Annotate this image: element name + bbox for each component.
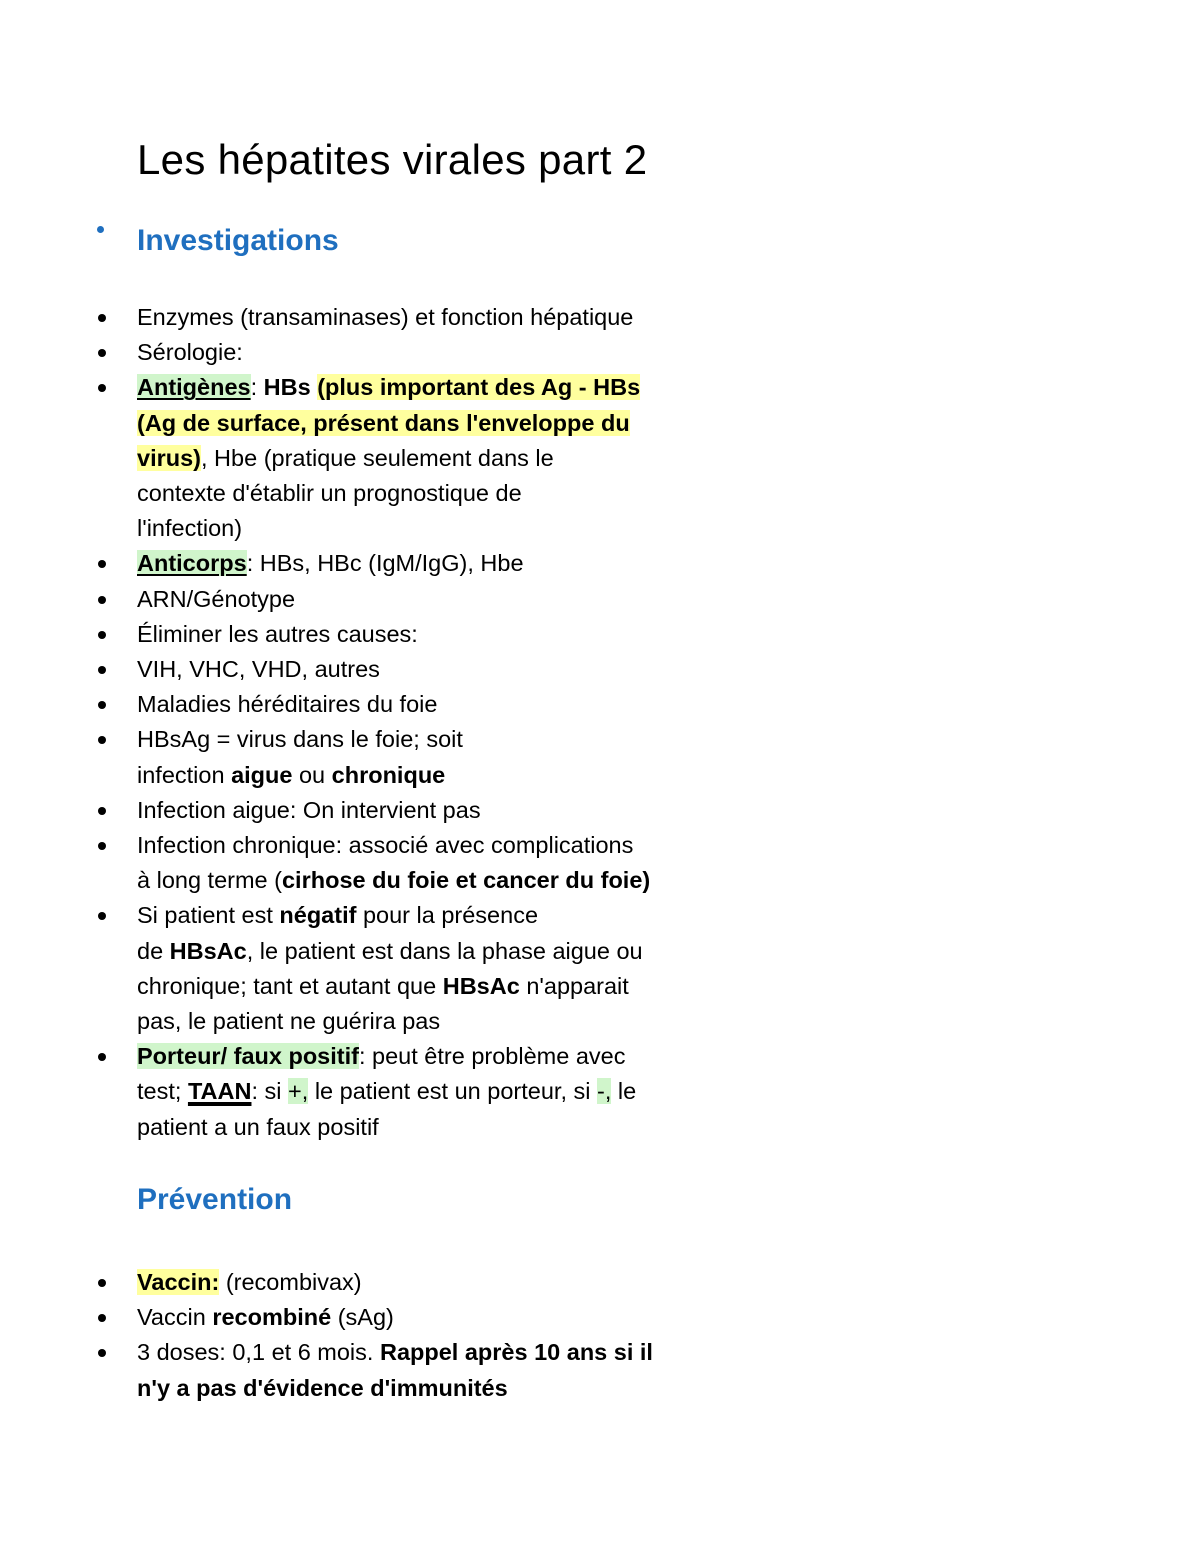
si-patient-line-4: pas, le patient ne guérira pas bbox=[137, 1008, 441, 1035]
antigenes-line-4: contexte d'établir un prognostique de bbox=[137, 480, 522, 507]
antigenes-line-1 bbox=[137, 370, 717, 405]
investigations-list bbox=[137, 300, 717, 1145]
list-item-hbsag bbox=[137, 722, 717, 792]
antigenes-hbs: HBs bbox=[263, 374, 311, 401]
porteur-post2: le bbox=[611, 1078, 637, 1105]
list-item-arn bbox=[137, 582, 717, 617]
doses-line-2 bbox=[137, 1371, 717, 1406]
si-patient-line-3 bbox=[137, 969, 717, 1004]
doses-line-1 bbox=[137, 1335, 717, 1370]
vaccin-label: Vaccin: bbox=[137, 1269, 220, 1295]
si-patient-negatif: négatif bbox=[279, 902, 357, 929]
vih-text: VIH, VHC, VHD, autres bbox=[137, 656, 380, 683]
list-item-enzymes bbox=[137, 300, 717, 335]
antigenes-line-3 bbox=[137, 441, 717, 476]
list-item-vaccin bbox=[137, 1265, 717, 1300]
anticorps-label: Anticorps bbox=[137, 550, 247, 577]
antigenes-label: Antigènes bbox=[137, 374, 251, 401]
heading-prevention: Prévention bbox=[137, 1183, 293, 1216]
si-patient-post1: pour la présence bbox=[356, 902, 539, 929]
list-item-antigenes bbox=[137, 370, 717, 546]
porteur-line-2 bbox=[137, 1074, 717, 1109]
porteur-rest-1: : peut être problème avec bbox=[358, 1043, 626, 1070]
list-item-eliminer bbox=[137, 617, 717, 652]
infection-chronique-line-2 bbox=[137, 863, 717, 898]
vaccin-rest: (recombivax) bbox=[219, 1269, 362, 1295]
prevention-list bbox=[137, 1265, 717, 1406]
hbsag-ou: ou bbox=[292, 761, 332, 788]
porteur-pre2: test; bbox=[137, 1078, 188, 1105]
list-item-infection-aigue bbox=[137, 793, 717, 828]
antigenes-line-5: l'infection) bbox=[137, 515, 243, 542]
antigenes-colon: : bbox=[250, 374, 264, 401]
si-patient-pre2: de bbox=[137, 937, 170, 964]
si-patient-hbsac-2: HBsAc bbox=[442, 972, 520, 999]
si-patient-line-2 bbox=[137, 934, 717, 969]
list-item-porteur bbox=[137, 1039, 717, 1145]
hbsag-pre: infection bbox=[137, 761, 232, 788]
porteur-mid2a: : si bbox=[251, 1078, 289, 1105]
hbsag-aigue: aigue bbox=[231, 761, 293, 788]
porteur-plus: +, bbox=[288, 1078, 309, 1105]
si-patient-hbsac-1: HBsAc bbox=[169, 937, 247, 964]
infection-chronique-bold: cirhose du foie et cancer du foie) bbox=[281, 867, 651, 894]
antigenes-line-2 bbox=[137, 406, 717, 441]
list-item-serologie bbox=[137, 335, 717, 370]
maladies-text: Maladies héréditaires du foie bbox=[137, 691, 438, 718]
list-item-si-patient bbox=[137, 898, 717, 1039]
porteur-line-3: patient a un faux positif bbox=[137, 1113, 379, 1140]
antigenes-highlight-2: (Ag de surface, présent dans l'enveloppe du bbox=[137, 409, 630, 436]
recombine-post: (sAg) bbox=[331, 1304, 394, 1331]
list-item-anticorps bbox=[137, 546, 717, 581]
anticorps-rest: : HBs, HBc (IgM/IgG), Hbe bbox=[246, 550, 524, 577]
infection-chronique-pre: à long terme ( bbox=[137, 867, 282, 894]
hbsag-line-1: HBsAg = virus dans le foie; soit bbox=[137, 726, 463, 753]
porteur-minus: -, bbox=[597, 1078, 612, 1105]
si-patient-pre1: Si patient est bbox=[137, 902, 280, 929]
si-patient-pre3: chronique; tant et autant que bbox=[137, 972, 443, 999]
porteur-line-1 bbox=[137, 1039, 717, 1074]
antigenes-highlight-1: (plus important des Ag - HBs bbox=[317, 374, 641, 401]
list-item-infection-chronique bbox=[137, 828, 717, 898]
doses-bold-1: Rappel après 10 ans si il bbox=[379, 1339, 653, 1366]
arn-text: ARN/Génotype bbox=[137, 585, 296, 612]
porteur-taan: TAAN bbox=[187, 1078, 252, 1105]
heading-bullet bbox=[97, 226, 104, 233]
si-patient-post2: , le patient est dans la phase aigue ou bbox=[246, 937, 643, 964]
recombine-bold: recombiné bbox=[212, 1304, 332, 1331]
infection-aigue-text: Infection aigue: On intervient pas bbox=[137, 796, 481, 823]
hbsag-chronique: chronique bbox=[331, 761, 446, 788]
infection-chronique-line-1: Infection chronique: associé avec complications bbox=[137, 832, 634, 859]
porteur-label: Porteur/ faux positif bbox=[137, 1043, 359, 1070]
si-patient-line-1 bbox=[137, 898, 717, 933]
doses-pre: 3 doses: 0,1 et 6 mois. bbox=[137, 1339, 380, 1366]
eliminer-text: Éliminer les autres causes: bbox=[137, 620, 418, 647]
porteur-mid2b: le patient est un porteur, si bbox=[308, 1078, 597, 1105]
list-item-doses bbox=[137, 1335, 717, 1405]
serologie-text: Sérologie: bbox=[137, 339, 243, 366]
list-item-maladies bbox=[137, 687, 717, 722]
list-item-recombine bbox=[137, 1300, 717, 1335]
antigenes-rest-3: , Hbe (pratique seulement dans le bbox=[201, 444, 554, 471]
page-title: Les hépatites virales part 2 bbox=[137, 136, 648, 183]
antigenes-highlight-3: virus) bbox=[137, 444, 201, 471]
si-patient-post3: n'apparait bbox=[519, 972, 629, 999]
list-item-vih bbox=[137, 652, 717, 687]
enzymes-text: Enzymes (transaminases) et fonction hépatique bbox=[137, 304, 634, 330]
recombine-pre: Vaccin bbox=[137, 1304, 213, 1331]
doses-bold-2: n'y a pas d'évidence d'immunités bbox=[137, 1374, 508, 1401]
hbsag-line-2 bbox=[137, 758, 717, 793]
heading-investigations: Investigations bbox=[137, 224, 339, 257]
